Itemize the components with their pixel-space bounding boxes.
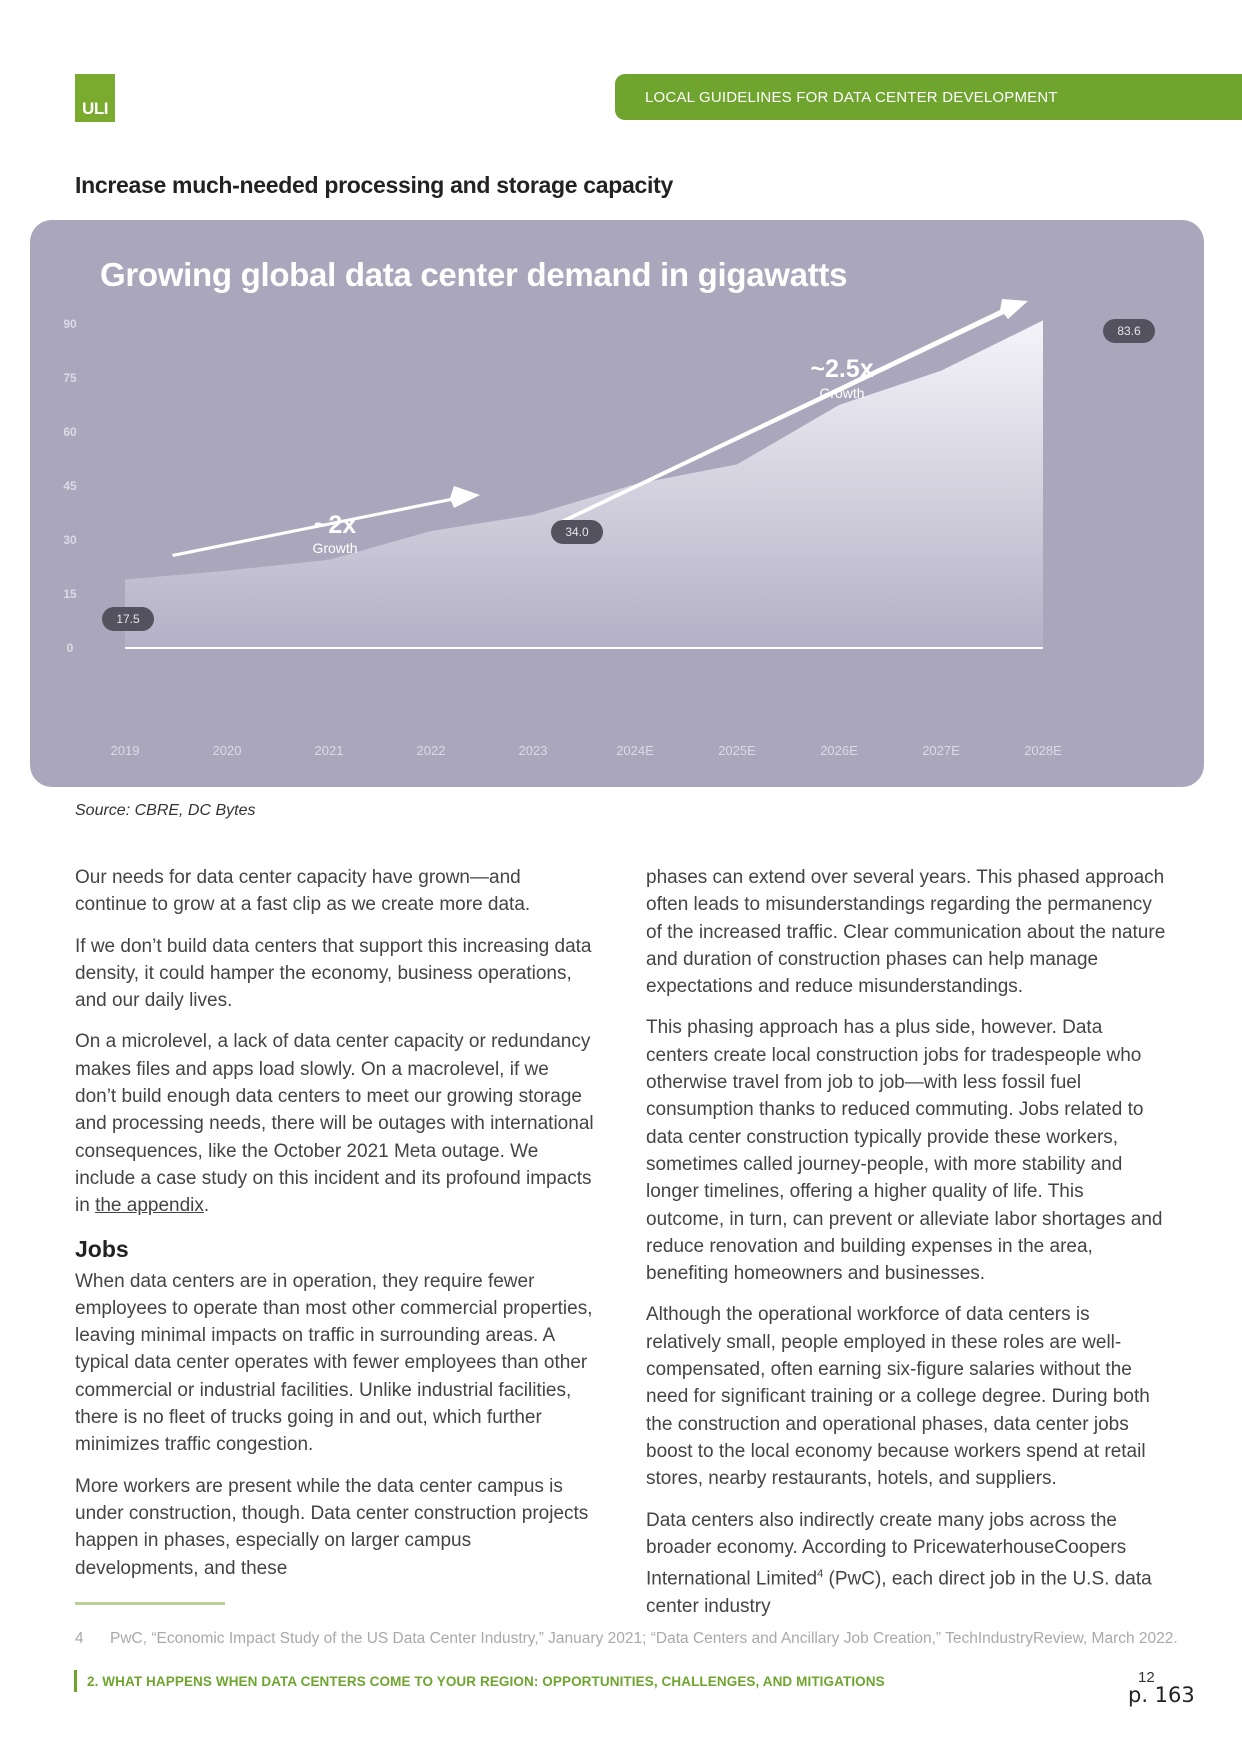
x-tick-label: 2027E — [922, 743, 960, 758]
footer-accent-bar — [74, 1670, 77, 1692]
value-label — [102, 607, 154, 631]
value-label-text: 17.5 — [116, 612, 140, 626]
chart-title: Growing global data center demand in gigawatts — [100, 256, 848, 293]
value-label-text: 34.0 — [565, 525, 589, 539]
growth-annotation-value: ~2.5x — [810, 355, 874, 383]
x-tick-label: 2020 — [212, 743, 242, 758]
x-tick-label: 2023 — [518, 743, 548, 758]
paragraph: Although the operational workforce of data centers is relatively small, people employed in these roles are well-compensated, often earning six-figure salaries without the need for significant training or a college degree. During both the construction and operational phases, data center jobs boost to the local economy because workers spend at retail stores, nearby restaurants, hotels, and suppliers. — [646, 1304, 1150, 1490]
jobs-heading: Jobs — [75, 1235, 129, 1262]
y-tick-label: 75 — [63, 371, 77, 385]
logo-text: ULI — [82, 99, 108, 118]
chart-panel — [30, 220, 1204, 787]
uli-logo — [75, 74, 115, 122]
footnote-number: 4 — [75, 1630, 84, 1647]
left-column — [75, 864, 595, 1596]
paragraph: If we don’t build data centers that support this increasing data density, it could hamper the economy, business operations, and our daily lives. — [75, 935, 592, 1012]
appendix-link[interactable]: the appendix — [95, 1195, 204, 1217]
y-tick-label: 0 — [66, 641, 74, 655]
paragraph: Our needs for data center capacity have grown—and continue to grow at a fast clip as we create more data. — [75, 867, 531, 916]
x-tick-label: 2019 — [110, 743, 140, 758]
paragraph-end: . — [203, 1195, 210, 1217]
x-tick-label: 2025E — [718, 743, 756, 758]
y-tick-label: 45 — [63, 479, 77, 493]
demand-area-chart — [30, 220, 1204, 787]
paragraph: More workers are present while the data center campus is under construction, though. Data center construction projects happen in phases, especially on larger campus developments, and these — [75, 1475, 589, 1579]
x-tick-label: 2024E — [616, 743, 654, 758]
paragraph-text: Data centers also indirectly create many jobs across the broader economy. According to PricewaterhouseCoopers International Limited — [646, 1509, 1127, 1590]
value-label — [1103, 319, 1155, 343]
paragraph — [646, 1507, 1166, 1621]
value-label-text: 83.6 — [1117, 324, 1141, 338]
header-banner-text: LOCAL GUIDELINES FOR DATA CENTER DEVELOPMENT — [645, 89, 1058, 106]
footnote — [75, 1630, 1178, 1648]
footnote-ref[interactable]: 4 — [817, 1568, 824, 1581]
paragraph: phases can extend over several years. This phased approach often leads to misunderstandings regarding the permanency of the increased traffic. Clear communication about the nature and duration of construction phases can help manage expectations and reduce misunderstandings. — [646, 867, 1166, 998]
x-tick-label: 2028E — [1024, 743, 1062, 758]
growth-annotation-value: ~2x — [313, 511, 357, 539]
growth-annotation-label: Growth — [312, 540, 358, 556]
paragraph-text: (PwC), each direct job in the U.S. data center industry — [646, 1568, 1152, 1617]
growth-annotation-label: Growth — [819, 385, 865, 401]
y-tick-label: 30 — [63, 533, 77, 547]
x-tick-label: 2021 — [314, 743, 344, 758]
paragraph: This phasing approach has a plus side, however. Data centers create local construction jobs for tradespeople who otherwise travel from job to job—with less fossil fuel consumption thanks to reduced commuting. Jobs related to data center construction typically provide these workers, sometimes called journey-people, with more stability and longer timelines, offering a higher quality of life. This outcome, in turn, can prevent or alleviate labor shortages and reduce renovation and building expenses in the area, benefiting homeowners and businesses. — [646, 1017, 1163, 1285]
footer-chapter-title: 2. WHAT HAPPENS WHEN DATA CENTERS COME TO YOUR REGION: OPPORTUNITIES, CHALLENGES, AND MITIGATIONS — [87, 1674, 885, 1689]
value-label — [551, 520, 603, 544]
section-title: Increase much-needed processing and storage capacity — [75, 172, 673, 198]
page-number: 12 — [1138, 1669, 1155, 1686]
y-tick-label: 90 — [63, 317, 77, 331]
footnote-divider — [75, 1602, 225, 1605]
x-tick-label: 2022 — [416, 743, 446, 758]
paragraph-text: On a microlevel, a lack of data center capacity or redundancy makes files and apps load slowly. On a macrolevel, if we don’t build enough data centers to meet our growing storage and processing needs, there will be outages with international consequences, like the October 2021 Meta outage. We include a case study on this incident and its profound impacts in — [75, 1031, 594, 1217]
footnote-text: PwC, “Economic Impact Study of the US Data Center Industry,” January 2021; “Data Centers and Ancillary Job Creation,” TechIndustryReview, March 2022. — [110, 1630, 1178, 1647]
right-column — [646, 864, 1166, 1634]
y-tick-label: 15 — [63, 587, 77, 601]
paragraph: When data centers are in operation, they require fewer employees to operate than most other commercial properties, leaving minimal impacts on traffic in surrounding areas. A typical data center operates with fewer employees than other commercial or industrial facilities. Unlike industrial facilities, there is no fleet of trucks going in and out, which further minimizes traffic congestion. — [75, 1270, 593, 1456]
x-tick-label: 2026E — [820, 743, 858, 758]
y-tick-label: 60 — [63, 425, 77, 439]
chart-source: Source: CBRE, DC Bytes — [75, 802, 256, 819]
paragraph — [75, 1028, 595, 1219]
header-banner — [615, 74, 1242, 120]
demand-area — [125, 320, 1043, 648]
page-reference: p. 163 — [1128, 1683, 1195, 1707]
